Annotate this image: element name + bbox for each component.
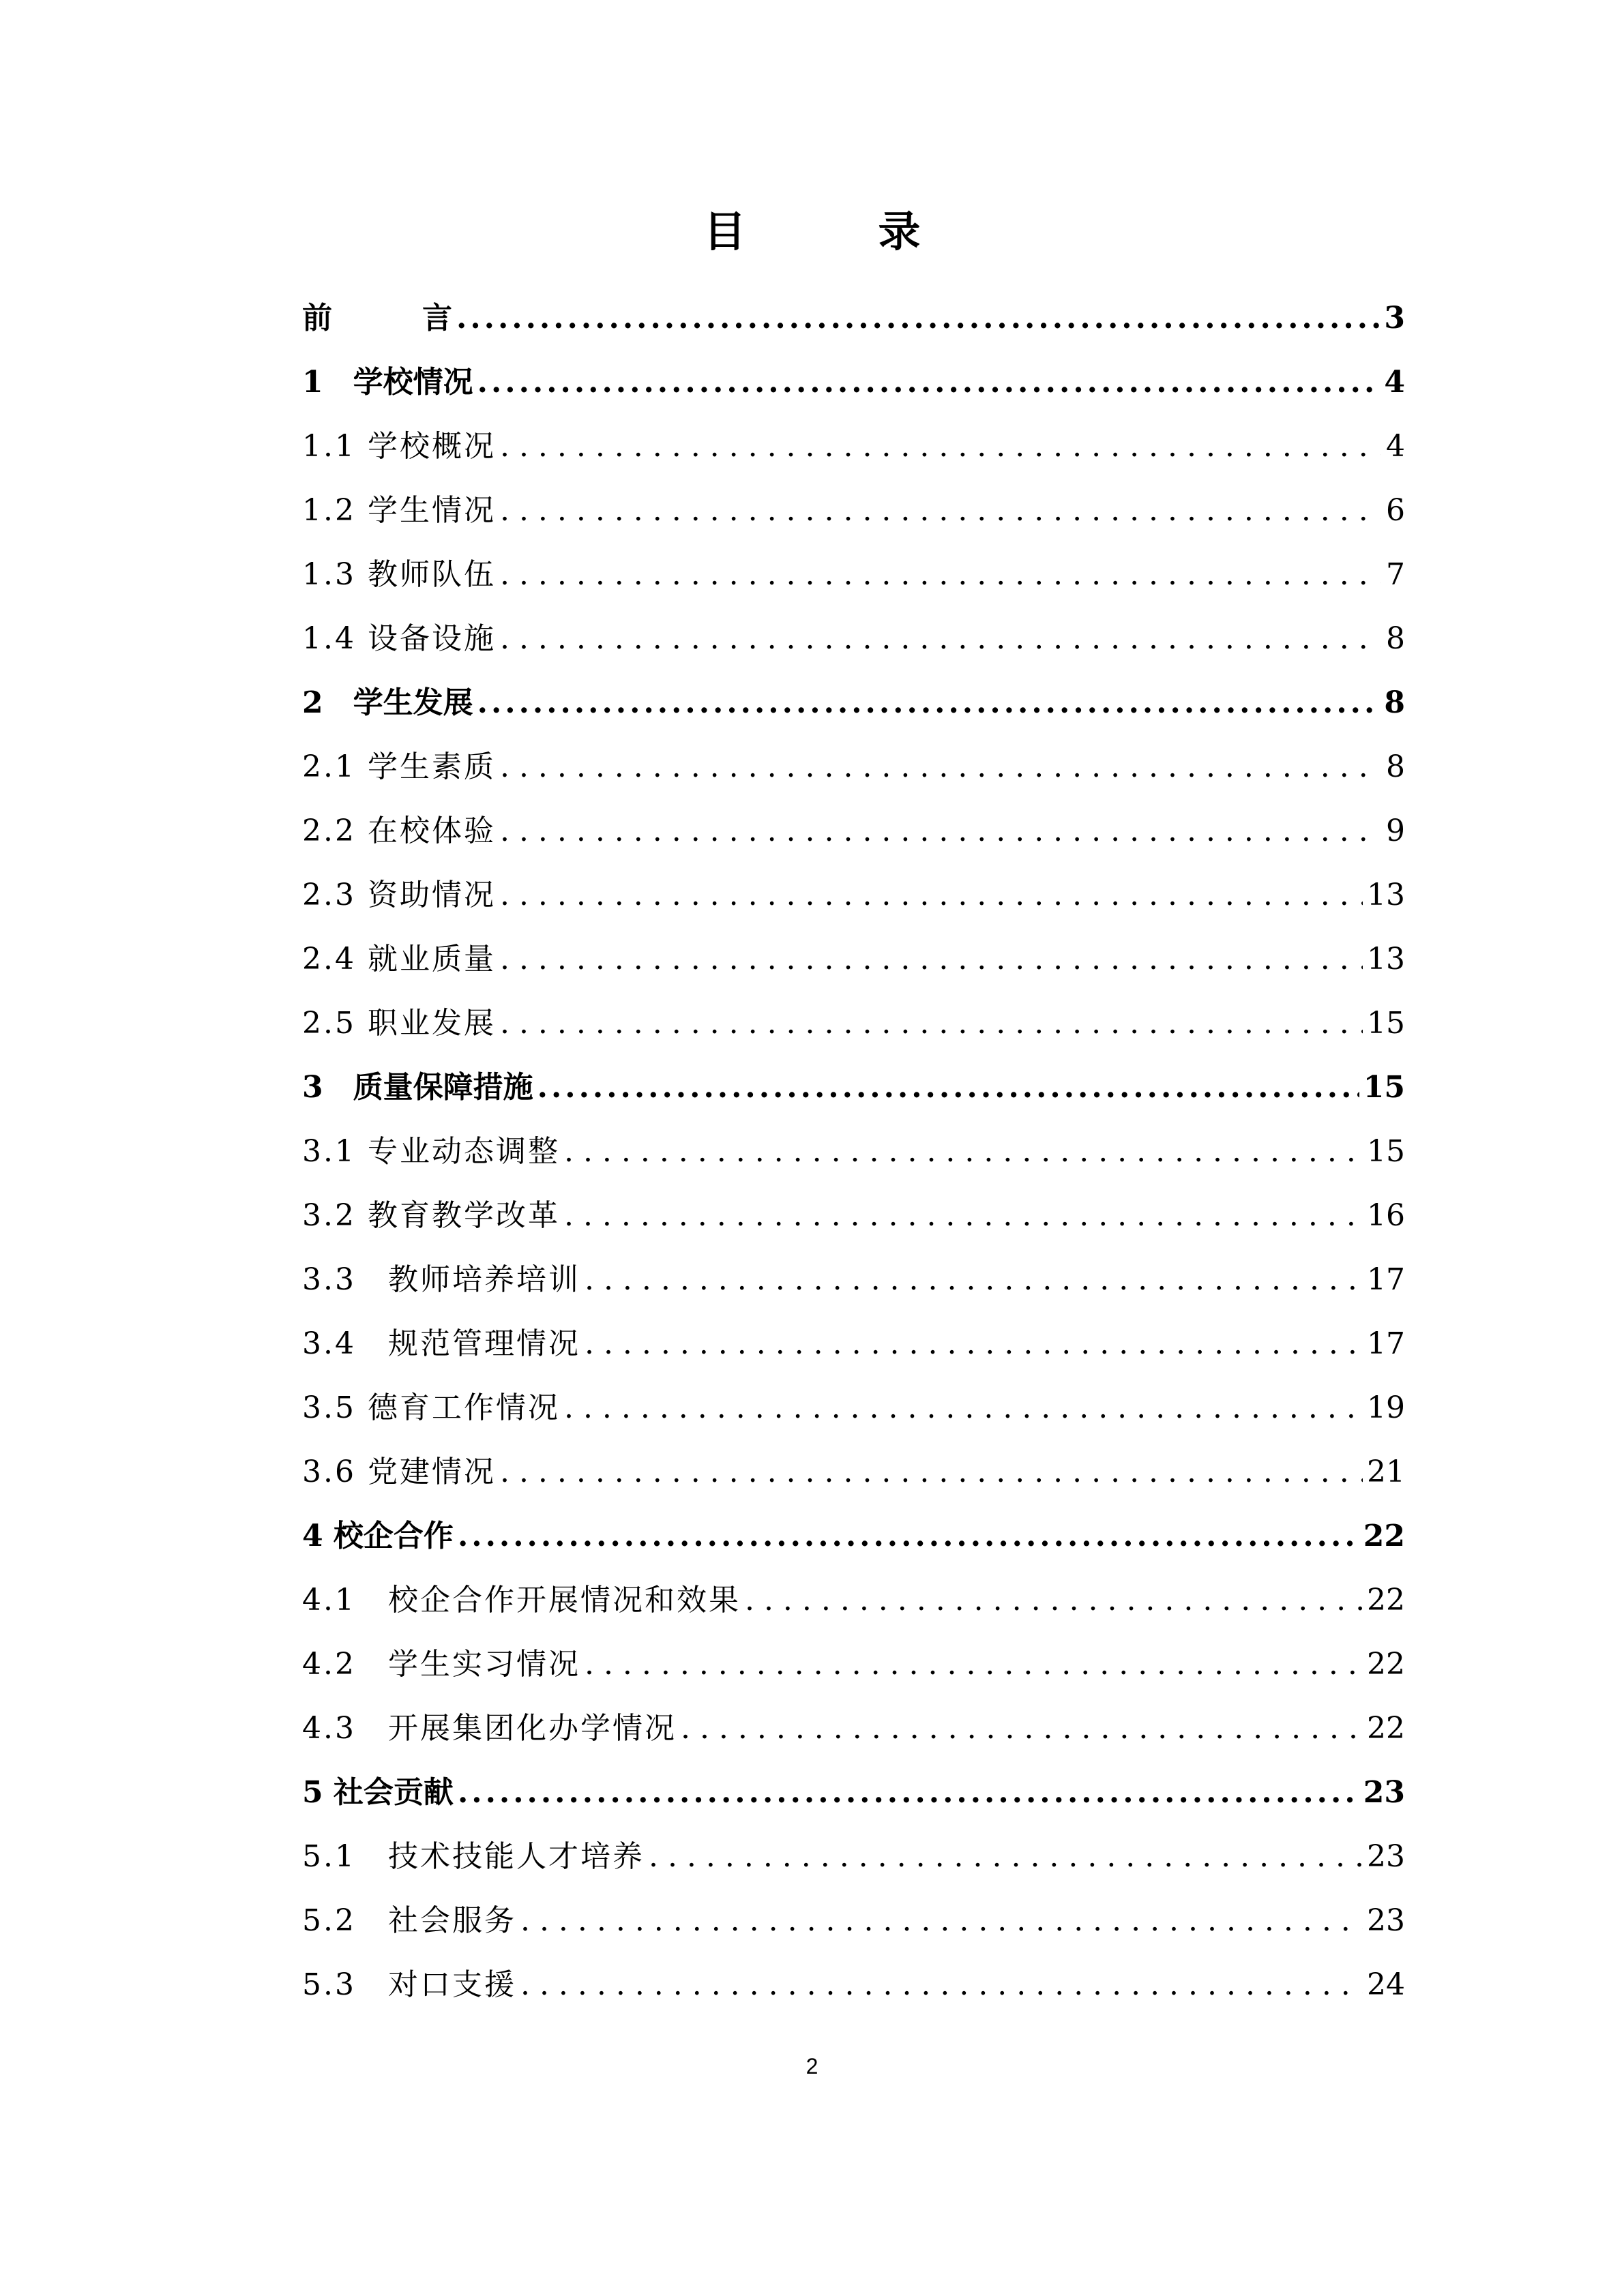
toc-entry-page: 23 [1367, 1903, 1405, 1938]
toc-section-entry[interactable] [302, 1825, 1405, 1889]
toc-section-entry[interactable] [302, 1120, 1405, 1184]
toc-entry-label: 4 校企合作 [302, 1519, 454, 1553]
toc-entry-label: 5.3 对口支援 [302, 1967, 516, 2002]
toc-dot-leader [745, 1568, 1363, 1632]
toc-entry-label: 2.1 学生素质 [302, 749, 496, 784]
toc-chapter-entry[interactable] [302, 1056, 1405, 1120]
toc-chapter-entry[interactable] [302, 1761, 1405, 1825]
toc-entry-label: 1.3 教师队伍 [302, 557, 496, 592]
toc-entry-page: 15 [1363, 1070, 1405, 1105]
toc-entry-page: 22 [1367, 1583, 1405, 1617]
toc-section-entry[interactable] [302, 1440, 1405, 1504]
toc-entry-label: 3.2 教育教学改革 [302, 1198, 560, 1233]
toc-entry-page: 9 [1386, 814, 1405, 848]
toc-dot-leader [500, 607, 1381, 671]
toc-entry-label: 2.5 职业发展 [302, 1006, 496, 1041]
toc-entry-page: 17 [1367, 1262, 1405, 1297]
toc-dot-leader [564, 1184, 1363, 1248]
toc-dot-leader [500, 863, 1363, 927]
toc-entry-page: 23 [1367, 1839, 1405, 1874]
toc-section-entry[interactable] [302, 992, 1405, 1056]
toc-entry-page: 17 [1367, 1326, 1405, 1361]
toc-entry-label: 5 社会贡献 [302, 1775, 454, 1810]
toc-section-entry[interactable] [302, 607, 1405, 671]
toc-section-entry[interactable] [302, 1312, 1405, 1376]
toc-entry-label: 2 学生发展 [302, 685, 473, 720]
toc-entry-label: 3.6 党建情况 [302, 1455, 496, 1489]
toc-chapter-entry[interactable] [302, 1504, 1405, 1568]
toc-dot-leader [500, 992, 1363, 1056]
toc-dot-leader [520, 1953, 1363, 2017]
toc-dot-leader [500, 735, 1381, 799]
toc-section-entry[interactable] [302, 1697, 1405, 1761]
toc-chapter-entry[interactable] [302, 351, 1405, 415]
toc-entry-page: 22 [1363, 1519, 1405, 1553]
toc-chapter-entry[interactable] [302, 286, 1405, 351]
toc-entry-label: 1.1 学校概况 [302, 429, 496, 464]
toc-entry-page: 15 [1367, 1134, 1405, 1169]
toc-entry-page: 4 [1386, 429, 1405, 464]
page-number: 2 [806, 2054, 818, 2078]
toc-entry-page: 19 [1367, 1390, 1405, 1425]
toc-entry-label: 2.4 就业质量 [302, 942, 496, 976]
toc-section-entry[interactable] [302, 415, 1405, 479]
toc-dot-leader [500, 415, 1381, 479]
toc-entry-label: 5.2 社会服务 [302, 1903, 516, 1938]
toc-entry-page: 3 [1384, 301, 1405, 336]
toc-entry-page: 22 [1367, 1647, 1405, 1682]
toc-section-entry[interactable] [302, 479, 1405, 543]
toc-entry-label: 2.2 在校体验 [302, 814, 496, 848]
toc-entry-page: 24 [1367, 1967, 1405, 2002]
toc-dot-leader [458, 1504, 1359, 1568]
toc-entry-page: 4 [1384, 365, 1405, 400]
toc-entry-label: 1.2 学生情况 [302, 493, 496, 528]
toc-entry-page: 23 [1363, 1775, 1405, 1810]
toc-section-entry[interactable] [302, 1184, 1405, 1248]
toc-dot-leader [500, 799, 1381, 863]
toc-entry-page: 16 [1367, 1198, 1405, 1233]
toc-dot-leader [477, 351, 1381, 415]
toc-chapter-entry[interactable] [302, 671, 1405, 735]
page-title: 目 录 [703, 207, 966, 256]
toc-section-entry[interactable] [302, 1568, 1405, 1632]
toc-entry-label: 3.1 专业动态调整 [302, 1134, 560, 1169]
table-of-contents [302, 286, 1405, 2017]
toc-section-entry[interactable] [302, 1376, 1405, 1440]
toc-entry-page: 7 [1386, 557, 1405, 592]
toc-entry-page: 8 [1386, 749, 1405, 784]
toc-section-entry[interactable] [302, 927, 1405, 992]
toc-entry-page: 15 [1367, 1006, 1405, 1041]
toc-dot-leader [500, 479, 1381, 543]
toc-entry-page: 13 [1367, 878, 1405, 912]
toc-dot-leader [585, 1312, 1363, 1376]
toc-dot-leader [537, 1056, 1359, 1120]
toc-dot-leader [477, 671, 1381, 735]
toc-dot-leader [500, 1440, 1363, 1504]
toc-entry-label: 2.3 资助情况 [302, 878, 496, 912]
toc-section-entry[interactable] [302, 1632, 1405, 1697]
toc-entry-page: 21 [1367, 1455, 1405, 1489]
toc-section-entry[interactable] [302, 1953, 1405, 2017]
toc-section-entry[interactable] [302, 799, 1405, 863]
toc-entry-page: 8 [1384, 685, 1405, 720]
toc-dot-leader [500, 927, 1363, 992]
toc-dot-leader [458, 1761, 1359, 1825]
toc-dot-leader [585, 1248, 1363, 1312]
toc-entry-label: 1 学校情况 [302, 365, 473, 400]
toc-dot-leader [500, 543, 1381, 607]
toc-entry-label: 3 质量保障措施 [302, 1070, 533, 1105]
toc-dot-leader [564, 1120, 1363, 1184]
toc-entry-page: 8 [1386, 621, 1405, 656]
toc-dot-leader [564, 1376, 1363, 1440]
toc-dot-leader [456, 286, 1380, 351]
toc-dot-leader [520, 1889, 1363, 1953]
toc-section-entry[interactable] [302, 1889, 1405, 1953]
toc-dot-leader [649, 1825, 1363, 1889]
toc-entry-label: 4.1 校企合作开展情况和效果 [302, 1583, 741, 1617]
toc-entry-page: 13 [1367, 942, 1405, 976]
toc-entry-label: 前 言 [302, 301, 452, 336]
toc-entry-page: 22 [1367, 1711, 1405, 1746]
toc-dot-leader [585, 1632, 1363, 1697]
toc-entry-label: 4.3 开展集团化办学情况 [302, 1711, 677, 1746]
toc-entry-label: 3.4 规范管理情况 [302, 1326, 580, 1361]
toc-section-entry[interactable] [302, 863, 1405, 927]
toc-section-entry[interactable] [302, 735, 1405, 799]
toc-entry-page: 6 [1386, 493, 1405, 528]
toc-section-entry[interactable] [302, 1248, 1405, 1312]
toc-entry-label: 4.2 学生实习情况 [302, 1647, 580, 1682]
toc-entry-label: 3.5 德育工作情况 [302, 1390, 560, 1425]
toc-section-entry[interactable] [302, 543, 1405, 607]
toc-dot-leader [681, 1697, 1363, 1761]
toc-entry-label: 1.4 设备设施 [302, 621, 496, 656]
toc-entry-label: 5.1 技术技能人才培养 [302, 1839, 645, 1874]
toc-entry-label: 3.3 教师培养培训 [302, 1262, 580, 1297]
